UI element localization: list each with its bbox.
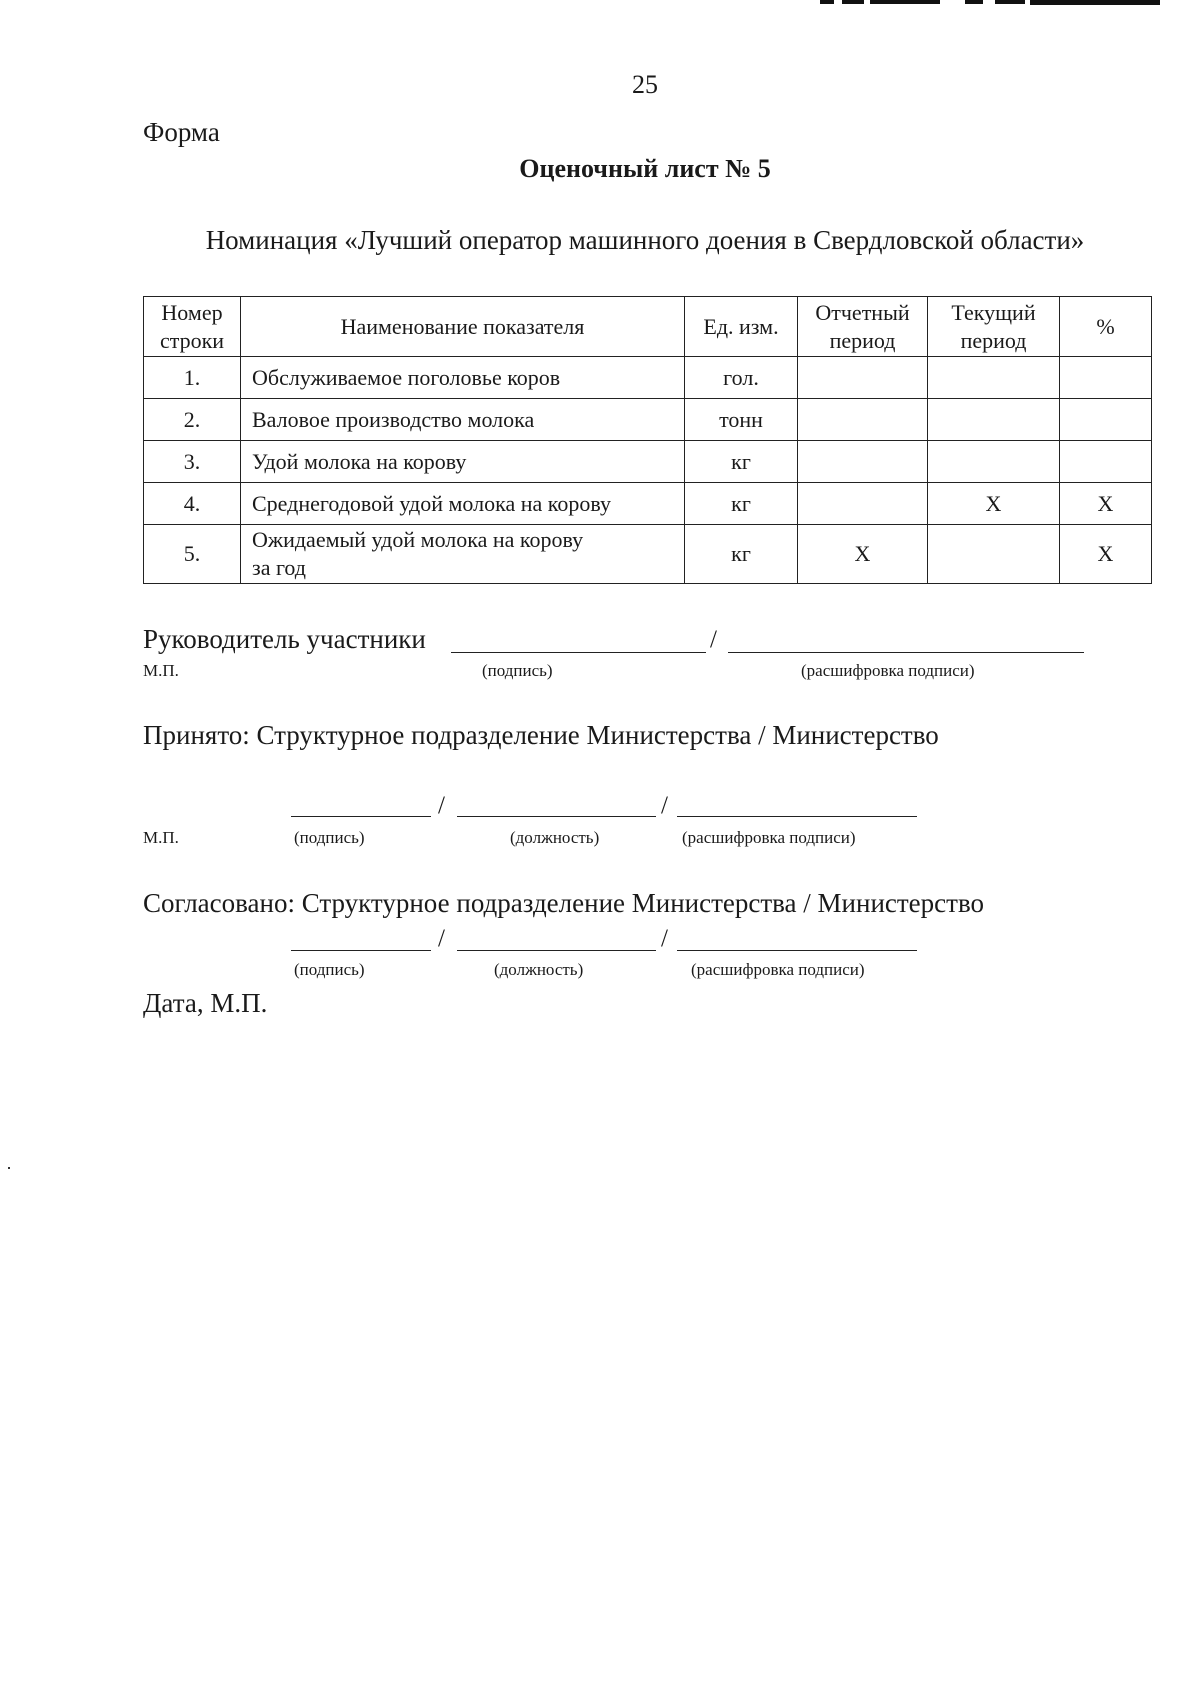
unit-cell: кг <box>685 483 798 525</box>
row-number-cell: 5. <box>144 525 241 584</box>
percent-cell <box>1060 441 1152 483</box>
document-title: Оценочный лист № 5 <box>519 154 771 183</box>
current-period-cell <box>928 399 1060 441</box>
reporting-period-cell <box>798 399 928 441</box>
percent-cell: Х <box>1060 483 1152 525</box>
table-row <box>144 483 1152 525</box>
scan-artifact <box>842 0 864 4</box>
unit-cell: кг <box>685 441 798 483</box>
column-header-reporting-period: Отчетный период <box>798 297 928 357</box>
signature-line <box>291 816 431 817</box>
separator-slash: / <box>661 925 668 952</box>
percent-cell: Х <box>1060 525 1152 584</box>
form-label: Форма <box>143 117 220 147</box>
accepted-heading: Принято: Структурное подразделение Министерства / Министерство <box>143 720 939 750</box>
current-period-cell: Х <box>928 483 1060 525</box>
percent-cell <box>1060 399 1152 441</box>
caption-signature: (подпись) <box>294 960 365 979</box>
reporting-period-cell: Х <box>798 525 928 584</box>
reporting-period-cell <box>798 483 928 525</box>
separator-slash: / <box>661 792 668 819</box>
table-row <box>144 441 1152 483</box>
column-header-percent: % <box>1060 297 1152 357</box>
stamp-mark: М.П. <box>143 661 179 680</box>
date-stamp-label: Дата, М.П. <box>143 988 268 1018</box>
indicator-cell: Валовое производство молока <box>241 399 685 441</box>
column-header-current-period: Текущий период <box>928 297 1060 357</box>
separator-slash: / <box>710 626 717 653</box>
table-row <box>144 357 1152 399</box>
current-period-cell <box>928 441 1060 483</box>
current-period-cell <box>928 525 1060 584</box>
evaluation-table <box>143 296 1152 584</box>
reporting-period-cell <box>798 441 928 483</box>
agreed-heading: Согласовано: Структурное подразделение Министерства / Министерство <box>143 888 985 918</box>
caption-signature-decoding: (расшифровка подписи) <box>682 828 856 847</box>
scan-artifact <box>870 0 940 4</box>
unit-cell: тонн <box>685 399 798 441</box>
nomination-line: Номинация «Лучший оператор машинного доения в Свердловской области» <box>205 225 1085 255</box>
signature-decoding-line <box>677 950 917 951</box>
indicator-cell: Ожидаемый удой молока на корову за год <box>241 525 685 584</box>
column-header-unit: Ед. изм. <box>685 297 798 357</box>
column-header-row-number: Номер строки <box>144 297 241 357</box>
table-row <box>144 399 1152 441</box>
caption-position: (должность) <box>494 960 584 979</box>
separator-slash: / <box>438 792 445 819</box>
signature-line <box>451 652 706 653</box>
separator-slash: / <box>438 925 445 952</box>
current-period-cell <box>928 357 1060 399</box>
percent-cell <box>1060 357 1152 399</box>
position-line <box>457 950 656 951</box>
caption-signature: (подпись) <box>294 828 365 847</box>
row-number-cell: 3. <box>144 441 241 483</box>
table-header-row <box>144 297 1152 357</box>
row-number-cell: 1. <box>144 357 241 399</box>
scan-artifact <box>1030 0 1160 5</box>
row-number-cell: 4. <box>144 483 241 525</box>
column-header-indicator: Наименование показателя <box>241 297 685 357</box>
position-line <box>457 816 656 817</box>
signature-decoding-line <box>728 652 1084 653</box>
table-row <box>144 525 1152 584</box>
caption-position: (должность) <box>510 828 600 847</box>
signature-decoding-line <box>677 816 917 817</box>
indicator-cell: Обслуживаемое поголовье коров <box>241 357 685 399</box>
caption-signature-decoding: (расшифровка подписи) <box>801 661 975 680</box>
indicator-cell: Удой молока на корову <box>241 441 685 483</box>
caption-signature-decoding: (расшифровка подписи) <box>691 960 865 979</box>
head-signature-label: Руководитель участники <box>143 624 426 654</box>
signature-line <box>291 950 431 951</box>
indicator-cell: Среднегодовой удой молока на корову <box>241 483 685 525</box>
unit-cell: гол. <box>685 357 798 399</box>
unit-cell: кг <box>685 525 798 584</box>
scan-artifact <box>995 0 1025 4</box>
reporting-period-cell <box>798 357 928 399</box>
scan-artifact <box>820 0 834 4</box>
scan-dot <box>8 1167 10 1169</box>
caption-signature: (подпись) <box>482 661 553 680</box>
scan-artifact <box>965 0 983 4</box>
stamp-mark: М.П. <box>143 828 179 847</box>
row-number-cell: 2. <box>144 399 241 441</box>
page-number: 25 <box>632 70 658 99</box>
